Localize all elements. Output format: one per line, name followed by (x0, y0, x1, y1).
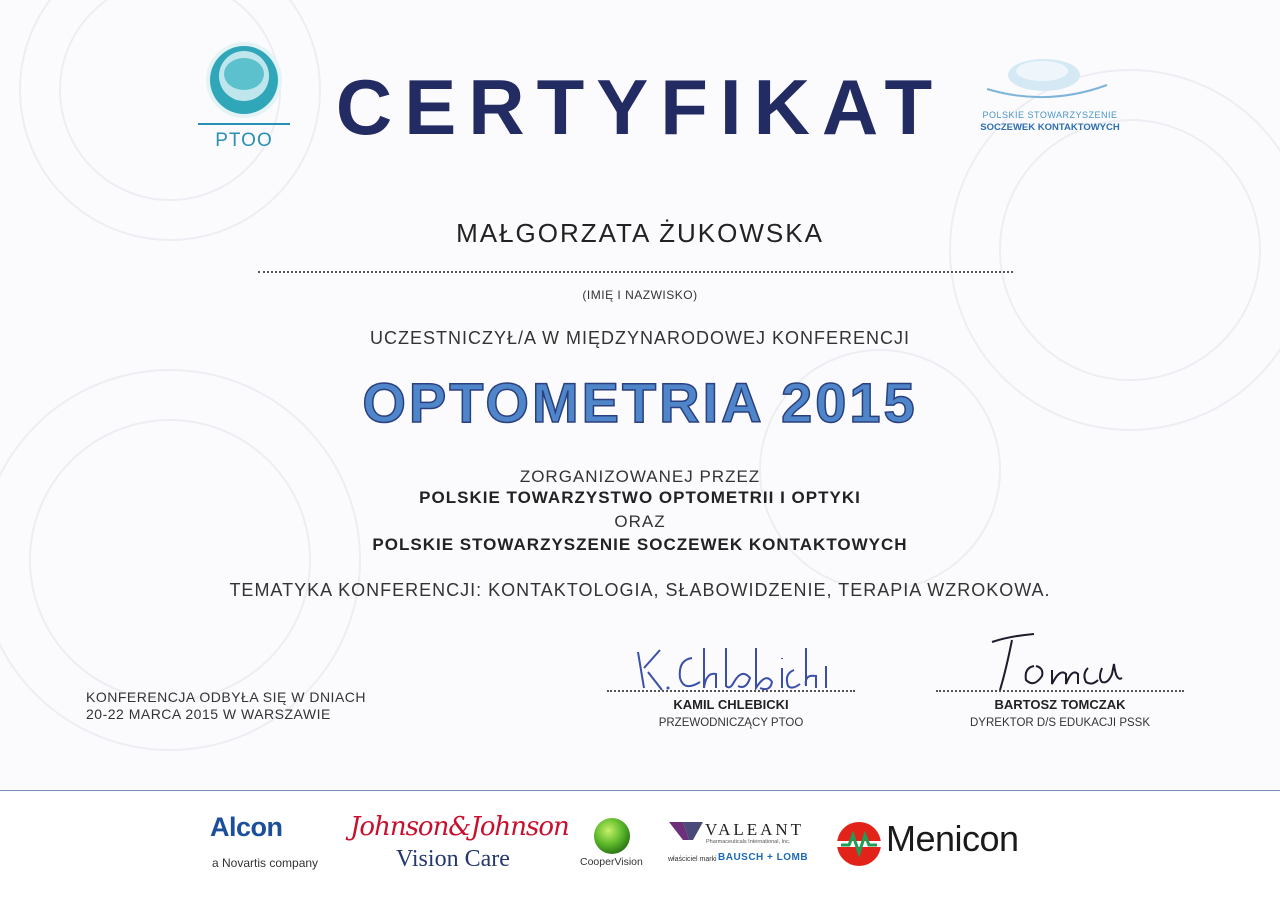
valeant-mark-icon (669, 822, 703, 840)
menicon-mark-icon (835, 821, 883, 867)
jj-logo: Johnson&Johnson (350, 812, 569, 842)
organized-by-text: ZORGANIZOWANEJ PRZEZ (519, 467, 761, 486)
signatory-role-1: PRZEWODNICZĄCY PTOO (658, 717, 804, 729)
dates-line-1: KONFERENCJA ODBYŁA SIĘ W DNIACH (86, 689, 366, 705)
signature-block-1 (605, 690, 857, 729)
pssk-logo-line1: POLSKIE STOWARZYSZENIE (982, 110, 1118, 120)
jj-vision-care: Vision Care (396, 846, 510, 872)
coopervision-label: CooperVision (580, 856, 643, 868)
pssk-logo-line2: SOCZEWEK KONTAKTOWYCH (980, 122, 1120, 133)
signatory-name-1: KAMIL CHLEBICKI (673, 697, 789, 712)
dates-line-2: 20-22 MARCA 2015 W WARSZAWIE (86, 706, 331, 722)
conference-name: OPTOMETRIA 2015 (362, 371, 918, 434)
conference-dates (86, 689, 366, 723)
recipient-name: MAŁGORZATA ŻUKOWSKA (456, 218, 824, 248)
name-dotted-line (258, 271, 1013, 273)
signature-chlebicki-icon (630, 638, 840, 694)
organizer-1: POLSKIE TOWARZYSTWO OPTOMETRII I OPTYKI (419, 488, 861, 507)
participation-text: UCZESTNICZYŁ/A W MIĘDZYNARODOWEJ KONFERENCJI (369, 328, 911, 348)
sponsor-footer (0, 792, 1280, 897)
signature-line-2 (936, 690, 1184, 692)
coopervision-globe-icon (593, 817, 631, 855)
conference-topics: TEMATYKA KONFERENCJI: KONTAKTOLOGIA, SŁABOWIDZENIE, TERAPIA WZROKOWA. (229, 580, 1051, 600)
menicon-logo: Menicon (886, 818, 1019, 859)
ptoo-logo-label: PTOO (215, 130, 273, 151)
footer-divider (0, 790, 1280, 791)
signature-tomczak-icon (990, 630, 1130, 694)
alcon-logo: Alcon (210, 812, 283, 842)
signature-block-2 (934, 690, 1186, 729)
organizer-2: POLSKIE STOWARZYSZENIE SOCZEWEK KONTAKTOWYCH (372, 535, 908, 554)
bausch-lomb-prefix: właściciel marki (668, 856, 717, 863)
signature-line-1 (607, 690, 855, 692)
valeant-tagline: Pharmaceuticals International, Inc. (706, 839, 791, 845)
and-text: ORAZ (614, 512, 666, 531)
alcon-tagline: a Novartis company (212, 856, 319, 870)
signatory-name-2: BARTOSZ TOMCZAK (994, 697, 1126, 712)
signatory-role-2: DYREKTOR D/S EDUKACJI PSSK (970, 717, 1150, 729)
valeant-logo: VALEANT (705, 820, 805, 839)
name-caption: (IMIĘ I NAZWISKO) (582, 288, 698, 302)
bausch-lomb-logo: BAUSCH + LOMB (718, 852, 809, 863)
certificate-title: CERTYFIKAT (335, 63, 945, 151)
